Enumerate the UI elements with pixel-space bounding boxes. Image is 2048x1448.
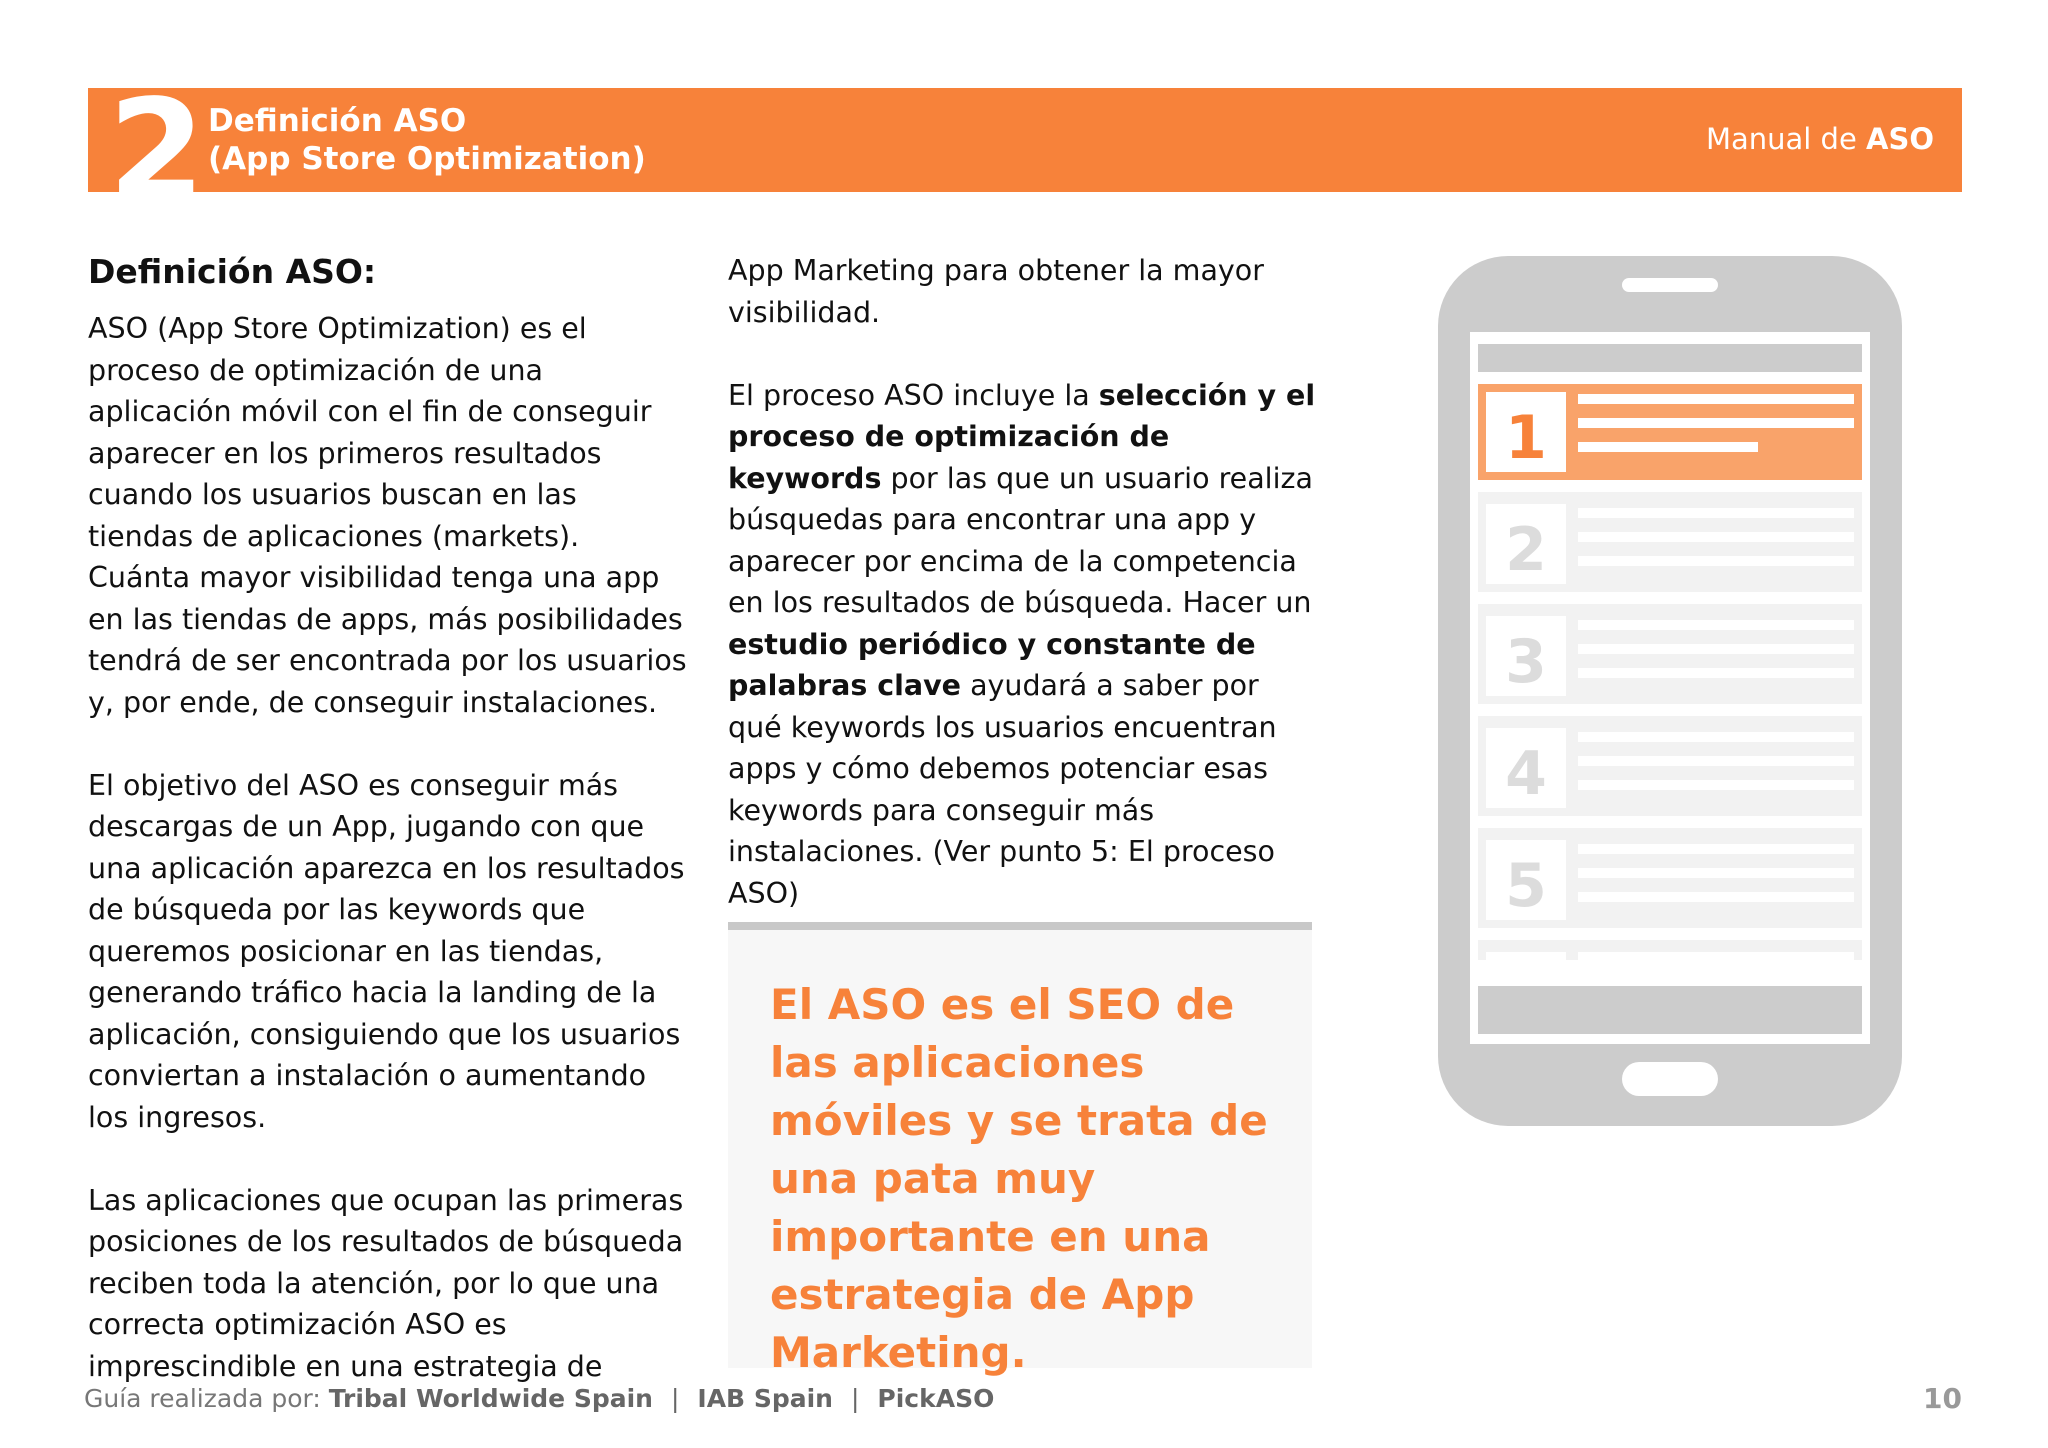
- phone-home-button: [1622, 1062, 1718, 1096]
- result-row-3: [1478, 604, 1862, 704]
- text-run: El proceso ASO incluye la: [728, 378, 1099, 412]
- result-row-2: [1478, 492, 1862, 592]
- pull-quote-text: El ASO es el SEO de las aplicaciones móviles y se trata de una pata muy importante en una estrategia de App Marketing.: [770, 980, 1268, 1377]
- footer-org-pickaso: PickASO: [877, 1384, 995, 1413]
- text-run: ayudará a saber por qué keywords los usuarios encuentran apps y cómo debemos potenciar esas keywords para conseguir más instalaciones. (Ver punto 5: El proceso ASO): [728, 669, 1277, 910]
- chapter-header: [88, 70, 1962, 233]
- paragraph-continuation: App Marketing para obtener la mayor visibilidad.: [728, 254, 1264, 329]
- footer-credits: [84, 1384, 994, 1413]
- bold-run: estudio periódico y constante de palabras clave: [728, 627, 1256, 702]
- footer-label: Guía realizada por:: [84, 1384, 329, 1413]
- paragraph-keywords: [728, 375, 1318, 915]
- chapter-title-line1: Definición ASO: [208, 103, 467, 139]
- paragraph-definition: ASO (App Store Optimization) es el proceso de optimización de una aplicación móvil con el fin de conseguir aparecer en los primeros resultados cuando los usuarios buscan en las tiendas de aplicaciones (markets). Cuánta mayor visibilidad tenga una app en las tiendas de apps, más posibilidades tendrá de ser encontrada por los usuarios y, por ende, de conseguir instalaciones.: [88, 312, 687, 719]
- page-number: 10: [1923, 1382, 1962, 1415]
- manual-label: [1706, 122, 1934, 156]
- paragraph-top-positions: Las aplicaciones que ocupan las primeras posiciones de los resultados de búsqueda reciben toda la atención, por lo que una correcta optimización ASO es imprescindible en una estrategia de: [88, 1183, 684, 1383]
- middle-column: [728, 250, 1318, 956]
- phone-illustration: [1438, 256, 1902, 1126]
- result-row-partial: [1478, 940, 1862, 960]
- rank-label-4: 4: [1505, 739, 1547, 809]
- screen-bottom-bar: [1478, 986, 1862, 1034]
- phone-speaker: [1622, 278, 1718, 292]
- manual-prefix: Manual de: [1705, 122, 1867, 156]
- manual-brand: ASO: [1866, 122, 1934, 156]
- footer-org-iab: IAB Spain: [697, 1384, 833, 1413]
- bold-run: selección y el proceso de optimización de keywords: [728, 378, 1316, 495]
- section-heading: Definición ASO:: [88, 252, 377, 291]
- rank-label-1: 1: [1505, 403, 1547, 473]
- footer-org-tribal: Tribal Worldwide Spain: [328, 1384, 653, 1413]
- result-row-5: [1478, 828, 1862, 928]
- screen-top-bar: [1478, 344, 1862, 372]
- rank-label-3: 3: [1505, 627, 1547, 697]
- pull-quote-box: [728, 922, 1312, 1377]
- result-row-1: [1478, 384, 1862, 480]
- rank-label-5: 5: [1505, 851, 1547, 921]
- result-row-4: [1478, 716, 1862, 816]
- chapter-number: 2: [108, 70, 206, 233]
- footer-separator: |: [670, 1384, 680, 1413]
- footer-separator: |: [850, 1384, 860, 1413]
- chapter-title: [208, 102, 646, 178]
- text-run: por las que un usuario realiza búsquedas para encontrar una app y aparecer por encima de la competencia en los resultados de búsqueda. Hacer un: [728, 461, 1313, 619]
- left-column: [88, 250, 688, 1429]
- rank-label-2: 2: [1505, 515, 1547, 585]
- chapter-title-line2: (App Store Optimization): [208, 141, 646, 177]
- paragraph-objective: El objetivo del ASO es conseguir más descargas de un App, jugando con que una aplicación aparezca en los resultados de búsqueda por las keywords que queremos posicionar en las tiendas, generando tráfico hacia la landing de la aplicación, consiguiendo que los usuarios conviertan a instalación o aumentando los ingresos.: [88, 768, 685, 1134]
